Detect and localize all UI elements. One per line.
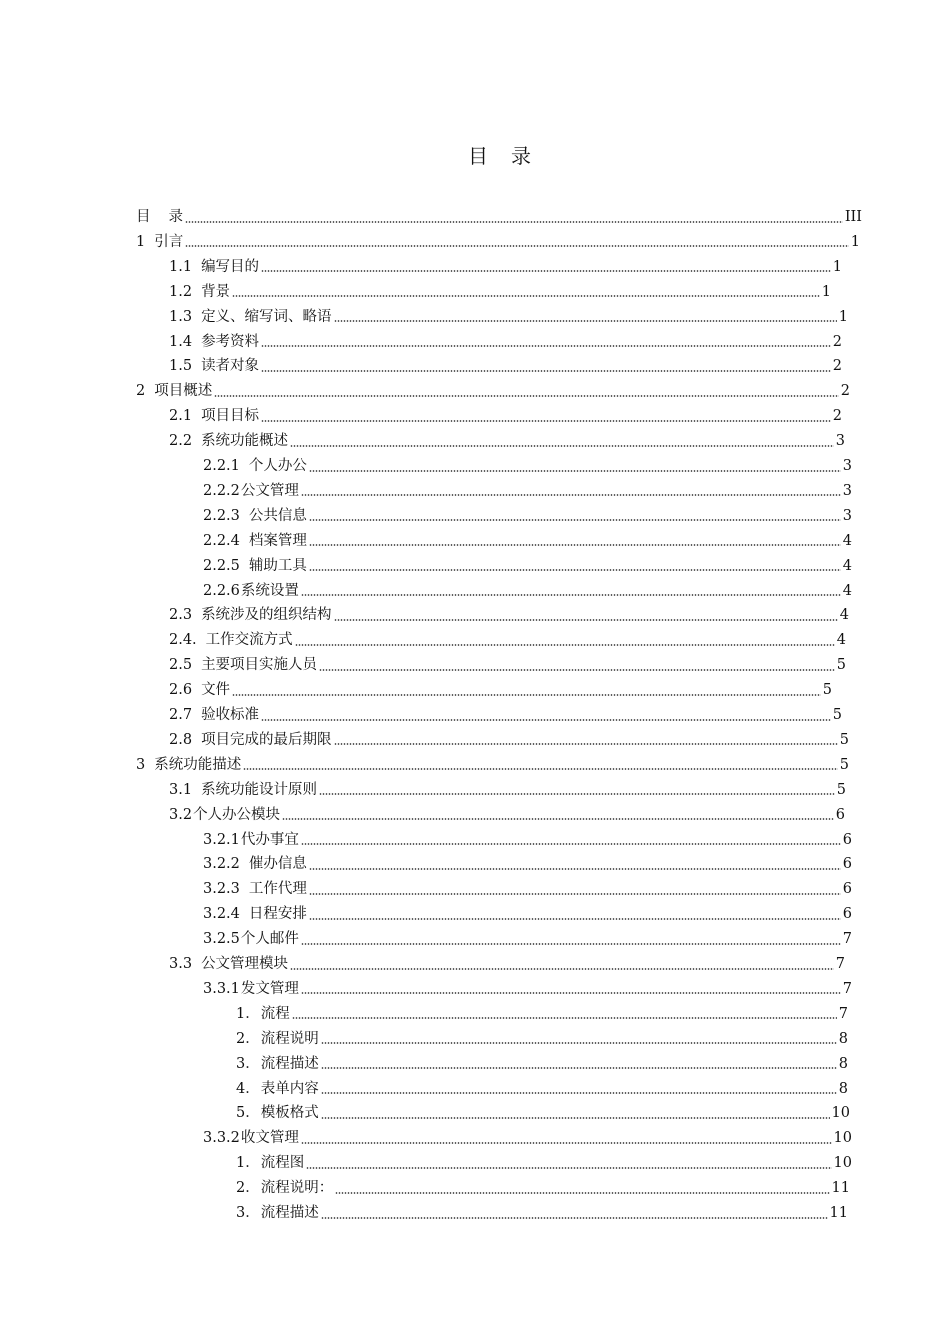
toc-entry-page-number: 6 [842, 856, 852, 873]
toc-entry-label: 读者对象 [201, 358, 260, 375]
toc-entry-number: 5． [236, 1105, 260, 1122]
toc-entry[interactable] [236, 1201, 848, 1226]
toc-entry-label: 录 [168, 209, 183, 225]
toc-entry-page-number: 7 [835, 956, 845, 972]
toc-entry-number: 1.5 [169, 358, 193, 375]
toc-entry[interactable] [203, 1126, 852, 1151]
toc-dot-leader [319, 793, 835, 795]
toc-entry-label: 参考资料 [201, 333, 260, 350]
toc-entry-page-number: 6 [842, 906, 852, 923]
toc-entry-number: 2． [236, 1030, 260, 1047]
toc-entry[interactable] [169, 703, 842, 728]
toc-entry[interactable] [169, 354, 842, 379]
toc-entry-page-number: 2 [832, 408, 842, 425]
toc-entry-number: 2.8 [169, 731, 193, 748]
toc-entry-label: 定义、缩写词、略语 [201, 308, 332, 325]
toc-entry[interactable] [203, 504, 852, 529]
toc-dot-leader [309, 893, 841, 895]
toc-entry[interactable] [203, 529, 852, 554]
toc-dot-leader [261, 370, 831, 372]
toc-entry-number: 3.3.2 [203, 1130, 240, 1147]
toc-entry-number: 1.4 [169, 333, 193, 350]
toc-entry-number: 3.2.1 [203, 831, 240, 848]
toc-entry-label: 项目概述 [154, 383, 213, 400]
toc-entry-number: 2.2.3 [203, 507, 240, 524]
toc-entry[interactable] [203, 554, 852, 579]
toc-entry-label: 日程安排 [248, 906, 307, 923]
toc-entry-number: 3． [236, 1205, 260, 1221]
toc-entry-number: 2 [136, 383, 146, 400]
toc-entry[interactable] [136, 379, 850, 404]
toc-entry[interactable] [169, 778, 846, 803]
toc-dot-leader [309, 918, 841, 920]
toc-dot-leader [309, 519, 841, 521]
toc-entry-page-number: 3 [842, 482, 852, 499]
toc-entry-page-number: 6 [842, 831, 852, 848]
toc-entry[interactable] [203, 454, 852, 479]
toc-entry-number: 3.3 [169, 956, 193, 972]
toc-entry-page-number: 4 [842, 557, 852, 574]
toc-entry[interactable] [169, 952, 845, 977]
toc-entry-page-number: 8 [838, 1080, 848, 1097]
toc-entry[interactable] [203, 927, 852, 952]
toc-entry-number: 2． [236, 1180, 260, 1197]
toc-entry-label: 公文管理 [240, 482, 299, 499]
toc-entry-number: 3.2.5 [203, 931, 240, 948]
toc-title-part-1: 目 [468, 144, 489, 168]
toc-dot-leader [309, 470, 841, 472]
toc-entry-label: 流程说明 [260, 1030, 319, 1047]
toc-entry[interactable] [169, 280, 831, 305]
toc-entry-number: 2.3 [169, 607, 193, 624]
toc-entry[interactable] [136, 205, 862, 230]
toc-entry-label: 主要项目实施人员 [201, 657, 318, 674]
toc-entry-label: 工作代理 [248, 881, 307, 898]
toc-title [0, 140, 950, 169]
toc-entry-label: 催办信息 [248, 856, 307, 873]
toc-entry[interactable] [169, 603, 849, 628]
toc-entry-page-number: 7 [842, 980, 852, 997]
toc-dot-leader [185, 221, 843, 223]
toc-entry-page-number: 3 [835, 433, 845, 450]
toc-entry[interactable] [169, 404, 842, 429]
toc-entry-label: 文件 [201, 682, 231, 699]
toc-entry-page-number: 8 [838, 1030, 848, 1047]
toc-entry-page-number: 10 [831, 1105, 850, 1122]
toc-entry[interactable] [203, 877, 852, 902]
toc-entry-number: 2.4. [169, 632, 197, 649]
toc-dot-leader [334, 743, 838, 745]
toc-entry[interactable] [169, 305, 848, 330]
toc-entry-number: 3.2 [169, 806, 193, 823]
toc-entry[interactable] [169, 728, 849, 753]
toc-dot-leader [301, 494, 841, 496]
toc-entry-page-number: 1 [821, 283, 831, 300]
toc-entry-number: 3 [136, 756, 146, 773]
toc-entry-page-number: 6 [835, 806, 845, 823]
toc-entry-number: 1.1 [169, 258, 193, 275]
toc-entry-page-number: 5 [822, 682, 832, 699]
toc-dot-leader [309, 868, 841, 870]
toc-entry-page-number: 1 [850, 233, 860, 250]
toc-entry-label: 发文管理 [240, 980, 299, 997]
toc-entry[interactable] [169, 678, 832, 703]
toc-entry[interactable] [136, 753, 849, 778]
toc-entry-number: 2.2.1 [203, 458, 240, 474]
toc-entry[interactable] [236, 1176, 850, 1201]
toc-dot-leader [232, 295, 820, 297]
toc-entry[interactable] [169, 653, 846, 678]
toc-entry[interactable] [236, 1151, 852, 1176]
toc-entry-label: 流程描述 [260, 1205, 319, 1221]
toc-entry[interactable] [236, 1101, 850, 1126]
toc-entry-label: 个人邮件 [240, 931, 299, 948]
toc-entry-page-number: 4 [839, 607, 849, 624]
toc-dot-leader [232, 694, 821, 696]
toc-dot-leader [301, 843, 841, 845]
toc-entry-page-number: 5 [839, 756, 849, 773]
toc-dot-leader [261, 345, 831, 347]
toc-dot-leader [290, 968, 834, 970]
toc-dot-leader [214, 395, 839, 397]
toc-entry-label: 系统设置 [240, 582, 299, 599]
toc-entry-label: 收文管理 [240, 1130, 299, 1147]
toc-title-part-2: 录 [511, 144, 532, 168]
toc-entry-page-number: 5 [839, 731, 849, 748]
toc-entry-page-number: 2 [840, 383, 850, 400]
toc-entry-label: 个人办公 [248, 458, 307, 474]
toc-dot-leader [295, 644, 835, 646]
toc-entry-page-number: 7 [838, 1005, 848, 1022]
toc-dot-leader [321, 1092, 837, 1094]
toc-dot-leader [321, 1042, 837, 1044]
toc-entry-number: 3.3.1 [203, 980, 240, 997]
toc-entry-label: 系统功能描述 [154, 756, 242, 773]
toc-entry-page-number: 11 [829, 1205, 848, 1221]
toc-dot-leader [301, 992, 841, 994]
toc-entry[interactable] [136, 230, 860, 255]
toc-entry-label: 系统功能设计原则 [201, 781, 318, 798]
toc-dot-leader [290, 445, 834, 447]
toc-entry-page-number: 11 [831, 1180, 850, 1197]
toc-entry-number: 2.2.5 [203, 557, 240, 574]
toc-entry-number: 1.2 [169, 283, 193, 300]
toc-entry-label: 流程说明： [260, 1180, 334, 1197]
toc-entry[interactable] [236, 1027, 848, 1052]
toc-entry-label: 流程图 [260, 1155, 305, 1172]
toc-dot-leader [321, 1067, 837, 1069]
toc-entry-number: 2.5 [169, 657, 193, 674]
toc-dot-leader [243, 768, 838, 770]
toc-entry-page-number: 2 [832, 358, 842, 375]
toc-entry-label: 工作交流方式 [205, 632, 293, 649]
toc-entry-page-number: 3 [842, 458, 852, 474]
toc-entry-number: 目 [136, 209, 151, 225]
toc-entry[interactable] [203, 479, 852, 504]
toc-entry-label: 模板格式 [260, 1105, 319, 1122]
toc-entry[interactable] [236, 1002, 848, 1027]
toc-entry-number: 1.3 [169, 308, 193, 325]
toc-entry-label: 代办事宜 [240, 831, 299, 848]
toc-entry-page-number: III [844, 209, 862, 225]
toc-entry-label: 个人办公模块 [193, 806, 281, 823]
toc-dot-leader [309, 544, 841, 546]
toc-entry-label: 系统涉及的组织结构 [201, 607, 332, 624]
toc-entry-label: 系统功能概述 [201, 433, 289, 450]
toc-entry-label: 验收标准 [201, 707, 260, 723]
toc-entry-label: 流程描述 [260, 1055, 319, 1072]
toc-dot-leader [301, 594, 841, 596]
toc-dot-leader [282, 818, 834, 820]
toc-entry-number: 2.1 [169, 408, 193, 425]
toc-entry[interactable] [169, 429, 845, 454]
toc-entry-page-number: 7 [842, 931, 852, 948]
toc-entry[interactable] [169, 255, 842, 280]
toc-entry-page-number: 6 [842, 881, 852, 898]
toc-entry-label: 编写目的 [201, 258, 260, 275]
toc-entry[interactable] [203, 828, 852, 853]
toc-entry-number: 3． [236, 1055, 260, 1072]
toc-entry-label: 项目目标 [201, 408, 260, 425]
toc-entry-label: 档案管理 [248, 532, 307, 549]
toc-entry-page-number: 5 [832, 707, 842, 723]
toc-entry-number: 1 [136, 233, 146, 250]
toc-entry-number: 3.2.3 [203, 881, 240, 898]
toc-entry-label: 辅助工具 [248, 557, 307, 574]
toc-dot-leader [261, 420, 831, 422]
toc-entry[interactable] [169, 803, 845, 828]
toc-entry-number: 3.2.2 [203, 856, 240, 873]
toc-dot-leader [334, 619, 838, 621]
toc-dot-leader [301, 943, 841, 945]
toc-dot-leader [321, 1117, 830, 1119]
toc-entry-number: 4． [236, 1080, 260, 1097]
toc-entry-label: 引言 [154, 233, 184, 250]
toc-entry[interactable] [203, 852, 852, 877]
toc-entry-label: 表单内容 [260, 1080, 319, 1097]
toc-entry-label: 项目完成的最后期限 [201, 731, 332, 748]
toc-entry-number: 3.1 [169, 781, 193, 798]
toc-entry-label: 公文管理模块 [201, 956, 289, 972]
toc-entry-label: 流程 [260, 1005, 290, 1022]
toc-entry-page-number: 10 [833, 1155, 852, 1172]
toc-dot-leader [261, 719, 831, 721]
toc-dot-leader [335, 1192, 829, 1194]
toc-entry-page-number: 5 [836, 781, 846, 798]
toc-entry-page-number: 8 [838, 1055, 848, 1072]
toc-entry-page-number: 10 [833, 1130, 852, 1147]
toc-entry[interactable] [203, 977, 852, 1002]
toc-entry-page-number: 5 [836, 657, 846, 674]
toc-entry-number: 2.2 [169, 433, 193, 450]
toc-entry-page-number: 1 [832, 258, 842, 275]
toc-entry-page-number: 2 [832, 333, 842, 350]
toc-entry-page-number: 1 [838, 308, 848, 325]
toc-entry-number: 2.6 [169, 682, 193, 699]
toc-entry-label: 公共信息 [248, 507, 307, 524]
toc-entry-page-number: 4 [842, 532, 852, 549]
toc-dot-leader [261, 270, 831, 272]
toc-entry[interactable] [203, 902, 852, 927]
toc-entry-number: 3.2.4 [203, 906, 240, 923]
toc-dot-leader [185, 245, 849, 247]
toc-entry-number: 2.2.4 [203, 532, 240, 549]
toc-entry-page-number: 3 [842, 507, 852, 524]
toc-entry[interactable] [236, 1052, 848, 1077]
toc-entry-label: 背景 [201, 283, 231, 300]
toc-entry[interactable] [236, 1077, 848, 1102]
toc-dot-leader [334, 320, 837, 322]
toc-entry[interactable] [169, 330, 842, 355]
toc-dot-leader [301, 1142, 832, 1144]
toc-entry[interactable] [169, 628, 846, 653]
toc-entry-number: 1． [236, 1155, 260, 1172]
toc-entry-number: 2.2.2 [203, 482, 240, 499]
toc-dot-leader [309, 569, 841, 571]
toc-dot-leader [321, 1217, 828, 1219]
toc-entry-number: 2.2.6 [203, 582, 240, 599]
toc-entry-page-number: 4 [836, 632, 846, 649]
toc-entry[interactable] [203, 579, 852, 604]
toc-entry-number: 1． [236, 1005, 260, 1022]
toc-dot-leader [292, 1017, 837, 1019]
toc-dot-leader [319, 669, 835, 671]
toc-entry-page-number: 4 [842, 582, 852, 599]
toc-entry-number: 2.7 [169, 707, 193, 723]
toc-dot-leader [306, 1167, 831, 1169]
